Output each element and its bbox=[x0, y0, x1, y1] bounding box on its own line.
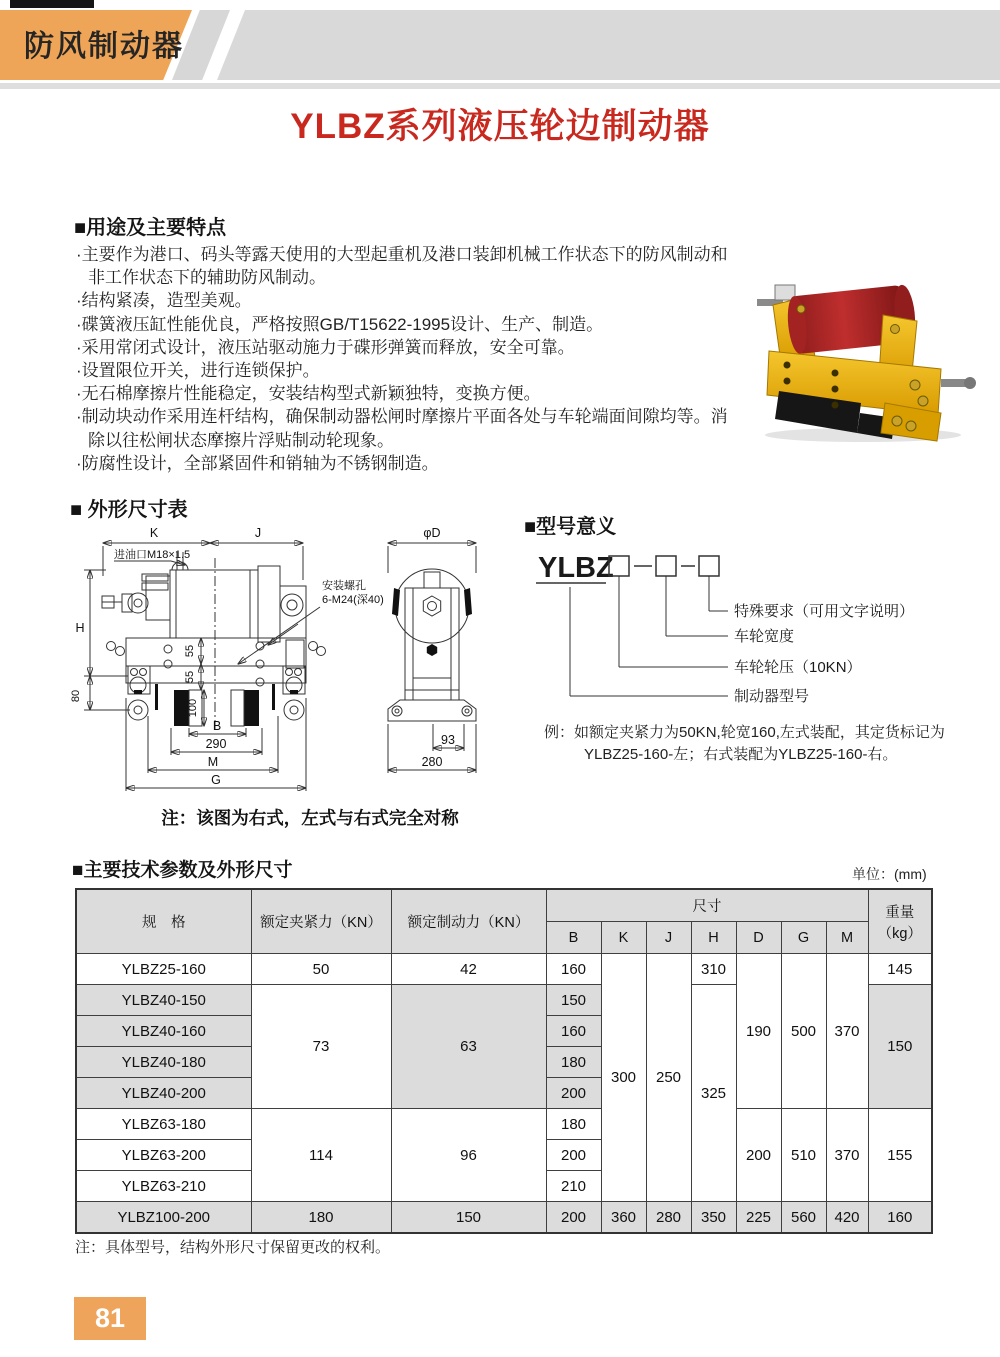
col-K: K bbox=[601, 922, 646, 954]
feature-item: ·采用常闭式设计，液压站驱动施力于碟形弹簧而释放，安全可靠。 bbox=[76, 337, 575, 357]
dim-100: 100 bbox=[187, 698, 199, 718]
cell-spec: YLBZ63-200 bbox=[76, 1140, 251, 1171]
dim-80: 80 bbox=[70, 689, 82, 703]
feature-item: ·结构紧凑，造型美观。 bbox=[76, 291, 252, 311]
feature-item: ·碟簧液压缸性能优良，严格按照GB/T15622-1995设计、生产、制造。 bbox=[76, 314, 604, 334]
callout-special: 特殊要求（可用文字说明） bbox=[734, 603, 915, 620]
cell-spec: YLBZ40-200 bbox=[76, 1078, 251, 1109]
dim-B: B bbox=[212, 719, 222, 733]
table-row: YLBZ40-150 73 63 150 325 150 bbox=[76, 985, 932, 1016]
dim-290: 290 bbox=[205, 737, 227, 751]
dim-55b: 55 bbox=[184, 670, 196, 684]
col-B: B bbox=[546, 922, 601, 954]
cell-spec: YLBZ40-160 bbox=[76, 1016, 251, 1047]
dim-K: K bbox=[149, 526, 159, 540]
col-J: J bbox=[646, 922, 691, 954]
oil-inlet-label: 进油口M18×1.5 bbox=[114, 549, 191, 561]
product-photo bbox=[745, 263, 988, 446]
model-prefix: YLBZ bbox=[538, 552, 614, 584]
banner-title: 防风制动器 bbox=[24, 30, 184, 63]
feature-item: ·防腐性设计，全部紧固件和销轴为不锈钢制造。 bbox=[76, 453, 439, 473]
table-row: YLBZ40-200 200 bbox=[76, 1078, 932, 1109]
banner-gray-bar bbox=[217, 10, 1000, 80]
table-row: YLBZ100-200 180 150 200 360 280 350 225 560 420 160 bbox=[76, 1202, 932, 1234]
table-row: YLBZ63-180 114 96 180 200 510 370 155 bbox=[76, 1109, 932, 1140]
features-list bbox=[76, 243, 736, 475]
col-D: D bbox=[736, 922, 781, 954]
dim-phiD: φD bbox=[423, 526, 441, 540]
banner-underline bbox=[0, 83, 1000, 89]
drawing-heading: ■ 外形尺寸表 bbox=[70, 499, 188, 521]
col-H: H bbox=[691, 922, 736, 954]
cell-spec: YLBZ25-160 bbox=[76, 954, 251, 985]
table-row: YLBZ63-210 210 bbox=[76, 1171, 932, 1202]
dim-93: 93 bbox=[441, 733, 455, 747]
dimension-drawing bbox=[58, 518, 528, 848]
col-spec: 规 格 bbox=[76, 889, 251, 954]
feature-item: ·设置限位开关，进行连锁保护。 bbox=[76, 361, 320, 381]
page-title: YLBZ系列液压轮边制动器 bbox=[290, 107, 710, 146]
feature-item: ·无石棉摩擦片性能稳定，安装结构型式新颖独特，变换方便。 bbox=[76, 384, 541, 404]
callout-wheel-load: 车轮轮压（10KN） bbox=[734, 659, 862, 676]
col-clamp: 额定夹紧力（KN） bbox=[251, 889, 391, 954]
mount-holes-label-2: 6-M24(深40) bbox=[322, 594, 384, 606]
model-meaning-heading: ■型号意义 bbox=[524, 516, 617, 538]
table-row: YLBZ40-180 180 bbox=[76, 1047, 932, 1078]
table-header-row bbox=[76, 889, 932, 922]
model-meaning-section bbox=[524, 510, 954, 766]
drawing-note: 注：该图为右式，左式与右式完全对称 bbox=[161, 808, 459, 828]
dim-J: J bbox=[254, 526, 262, 540]
dim-280: 280 bbox=[421, 755, 443, 769]
cell-spec: YLBZ40-180 bbox=[76, 1047, 251, 1078]
model-meaning-diagram bbox=[524, 539, 954, 717]
cell-spec: YLBZ100-200 bbox=[76, 1202, 251, 1234]
col-M: M bbox=[826, 922, 868, 954]
table-row: YLBZ63-200 200 bbox=[76, 1140, 932, 1171]
dim-M: M bbox=[207, 755, 219, 769]
cell-spec: YLBZ63-210 bbox=[76, 1171, 251, 1202]
table-note: 注：具体型号，结构外形尺寸保留更改的权利。 bbox=[75, 1239, 391, 1256]
features-heading: ■用途及主要特点 bbox=[74, 217, 227, 239]
mount-holes-label-1: 安装螺孔 bbox=[322, 580, 366, 592]
feature-item: ·制动块动作采用连杆结构，确保制动器松闸时摩擦片平面各处与车轮端面间隙均等。消除以往松闸状态摩擦片浮贴制动轮现象。 bbox=[76, 407, 728, 450]
top-edge-bar bbox=[10, 0, 94, 8]
feature-item: ·主要作为港口、码头等露天使用的大型起重机及港口装卸机械工作状态下的防风制动和非工作状态下的辅助防风制动。 bbox=[76, 245, 728, 288]
table-heading: ■主要技术参数及外形尺寸 bbox=[72, 860, 293, 881]
col-weight: 重量（kg） bbox=[868, 889, 932, 954]
callout-brake-model: 制动器型号 bbox=[734, 688, 810, 705]
col-G: G bbox=[781, 922, 826, 954]
dim-H: H bbox=[75, 621, 85, 635]
unit-note: 单位：(mm) bbox=[852, 866, 927, 882]
cell-spec: YLBZ63-180 bbox=[76, 1109, 251, 1140]
table-row: YLBZ40-160 160 bbox=[76, 1016, 932, 1047]
model-example-line-1: 例：如额定夹紧力为50KN,轮宽160,左式装配，其定货标记为 bbox=[544, 724, 945, 741]
page-number: 81 bbox=[74, 1297, 146, 1340]
dim-G: G bbox=[211, 773, 221, 787]
dim-55a: 55 bbox=[184, 644, 196, 658]
table-row: YLBZ25-160 50 42 160 300 250 310 190 500 370 145 bbox=[76, 954, 932, 985]
spec-table bbox=[75, 888, 933, 1234]
model-example-line-2: YLBZ25-160-左；右式装配为YLBZ25-160-右。 bbox=[584, 746, 898, 763]
callout-wheel-width: 车轮宽度 bbox=[734, 628, 795, 645]
col-brake: 额定制动力（KN） bbox=[391, 889, 546, 954]
col-dims: 尺寸 bbox=[546, 889, 868, 922]
cell-spec: YLBZ40-150 bbox=[76, 985, 251, 1016]
